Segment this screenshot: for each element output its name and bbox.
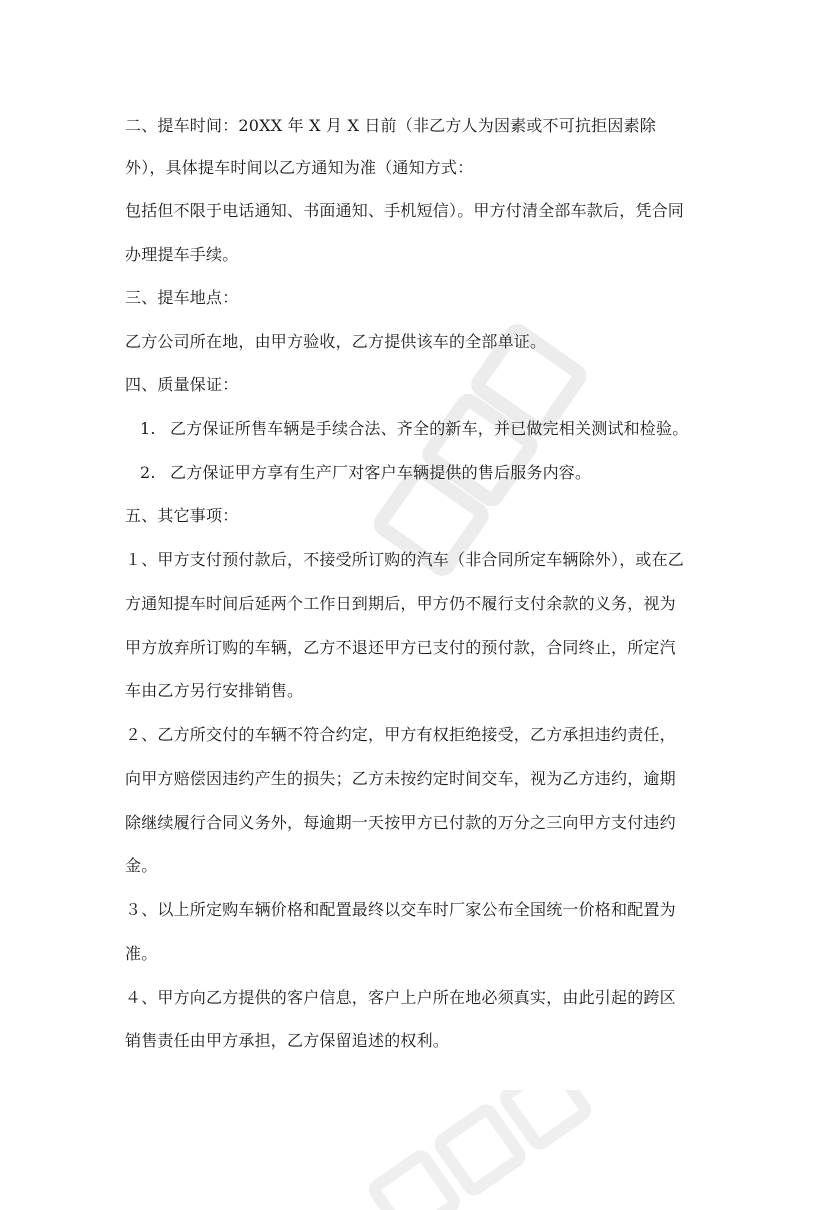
list-item-text: 乙方保证所售车辆是手续合法、齐全的新车，并已做完相关测试和检验。 <box>170 419 689 438</box>
paragraph-line: 销售责任由甲方承担，乙方保留追述的权利。 <box>125 1031 450 1050</box>
paragraph-line: 准。 <box>125 944 158 963</box>
watermark-bottom-icon <box>330 1090 630 1210</box>
list-item-text: 乙方保证甲方享有生产厂对客户车辆提供的售后服务内容。 <box>170 463 592 482</box>
list-item-number: 1. <box>140 419 156 438</box>
paragraph-line: 办理提车手续。 <box>125 245 239 264</box>
section-4-heading: 四、质量保证： <box>125 375 239 394</box>
paragraph-line: 车由乙方另行安排销售。 <box>125 681 304 700</box>
paragraph-line: 金。 <box>125 856 158 875</box>
list-item <box>140 463 591 483</box>
paragraph-line: 方通知提车时间后延两个工作日到期后，甲方仍不履行支付余款的义务，视为 <box>125 594 676 613</box>
paragraph-line: ４、甲方向乙方提供的客户信息，客户上户所在地必须真实，由此引起的跨区 <box>125 988 676 1007</box>
section-5-heading: 五、其它事项： <box>125 506 239 525</box>
paragraph-line: ２、乙方所交付的车辆不符合约定，甲方有权拒绝接受，乙方承担违约责任， <box>125 725 676 744</box>
paragraph-line: 除继续履行合同义务外，每逾期一天按甲方已付款的万分之三向甲方支付违约 <box>125 813 676 832</box>
section-2-heading: 二、提车时间：20XX 年 X 月 X 日前（非乙方人为因素或不可抗拒因素除 <box>125 116 656 135</box>
list-item <box>140 419 688 439</box>
section-3-heading: 三、提车地点： <box>125 288 239 307</box>
paragraph-line: 向甲方赔偿因违约产生的损失；乙方未按约定时间交车，视为乙方违约，逾期 <box>125 769 676 788</box>
paragraph-line: 包括但不限于电话通知、书面通知、手机短信）。甲方付清全部车款后，凭合同 <box>125 201 685 220</box>
paragraph-line: 外），具体提车时间以乙方通知为准（通知方式： <box>125 158 474 177</box>
paragraph-line: １、甲方支付预付款后，不接受所订购的汽车（非合同所定车辆除外），或在乙 <box>125 550 685 569</box>
paragraph-line: ３、以上所定购车辆价格和配置最终以交车时厂家公布全国统一价格和配置为 <box>125 900 676 919</box>
paragraph-line: 甲方放弃所订购的车辆，乙方不退还甲方已支付的预付款，合同终止，所定汽 <box>125 638 676 657</box>
list-item-number: 2. <box>140 463 156 482</box>
paragraph-line: 乙方公司所在地，由甲方验收，乙方提供该车的全部单证。 <box>125 332 547 351</box>
